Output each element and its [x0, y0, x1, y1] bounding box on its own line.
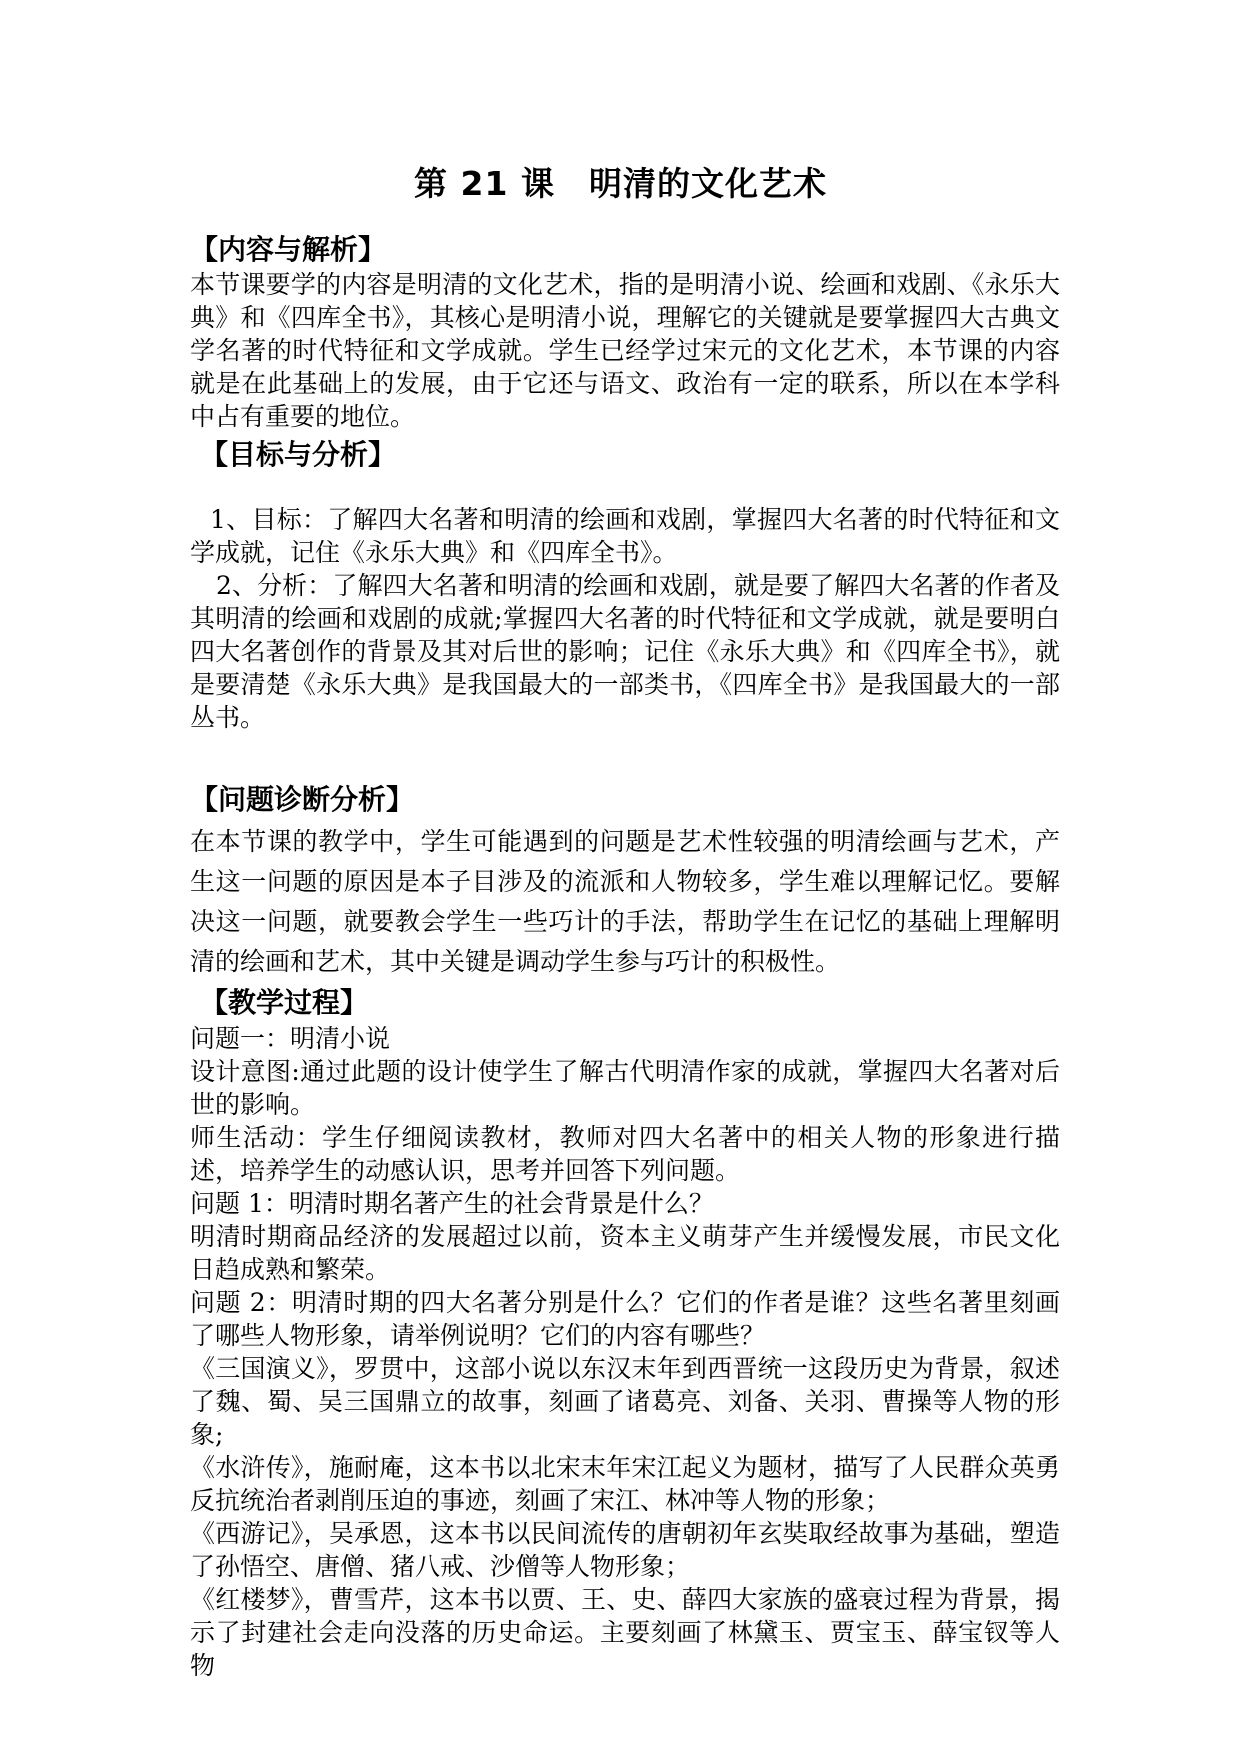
process-line: 问题 1：明清时期名著产生的社会背景是什么？ — [190, 1189, 714, 1218]
content-analysis-paragraph — [190, 268, 1060, 433]
analysis-paragraph: 2、分析：了解四大名著和明清的绘画和戏剧，就是要了解四大名著的作者及其明清的绘画和戏剧的成就;掌握四大名著的时代特征和文学成就，就是要明白四大名著创作的背景及其对后世的影响；记住《永乐大典》和《四库全书》，就是要清楚《永乐大典》是我国最大的一部类书，《四库全书》是我国最大的一部丛书。 — [190, 571, 1060, 732]
goals-analysis-block — [190, 503, 1060, 734]
section-heading-content: 【内容与解析】 — [190, 233, 387, 266]
teaching-process-block — [190, 1022, 1060, 1682]
process-line: 《西游记》，吴承恩，这本书以民间流传的唐朝初年玄奘取经故事为基础，塑造了孙悟空、唐僧、猪八戒、沙僧等人物形象； — [190, 1519, 1060, 1581]
page-title: 第 21 课 明清的文化艺术 — [414, 164, 827, 203]
process-line: 明清时期商品经济的发展超过以前，资本主义萌芽产生并缓慢发展，市民文化日趋成熟和繁荣。 — [190, 1222, 1060, 1284]
section-heading-goals: 【目标与分析】 — [200, 438, 397, 471]
process-line: 师生活动：学生仔细阅读教材，教师对四大名著中的相关人物的形象进行描述，培养学生的动感认识，思考并回答下列问题。 — [190, 1123, 1060, 1185]
section-heading-process: 【教学过程】 — [200, 986, 369, 1019]
diagnosis-paragraph — [190, 822, 1060, 982]
process-line: 问题 2：明清时期的四大名著分别是什么？它们的作者是谁？这些名著里刻画了哪些人物形象，请举例说明？它们的内容有哪些？ — [190, 1288, 1060, 1350]
process-line: 《水浒传》，施耐庵，这本书以北宋末年宋江起义为题材，描写了人民群众英勇反抗统治者剥削压迫的事迹，刻画了宋江、林冲等人物的形象； — [190, 1453, 1060, 1515]
section-heading-diagnosis: 【问题诊断分析】 — [190, 783, 415, 816]
process-line: 《红楼梦》，曹雪芹，这本书以贾、王、史、薛四大家族的盛衰过程为背景，揭示了封建社会走向没落的历史命运。主要刻画了林黛玉、贾宝玉、薛宝钗等人物 — [190, 1585, 1060, 1680]
goal-paragraph: 1、目标：了解四大名著和明清的绘画和戏剧，掌握四大名著的时代特征和文学成就，记住《永乐大典》和《四库全书》。 — [190, 505, 1060, 567]
diagnosis-text: 在本节课的教学中，学生可能遇到的问题是艺术性较强的明清绘画与艺术，产生这一问题的原因是本子目涉及的流派和人物较多，学生难以理解记忆。要解决这一问题，就要教会学生一些巧计的手法，帮助学生在记忆的基础上理解明清的绘画和艺术，其中关键是调动学生参与巧计的积极性。 — [190, 827, 1060, 976]
content-analysis-text: 本节课要学的内容是明清的文化艺术，指的是明清小说、绘画和戏剧、《永乐大典》和《四库全书》，其核心是明清小说，理解它的关键就是要掌握四大古典文学名著的时代特征和文学成就。学生已经学过宋元的文化艺术，本节课的内容就是在此基础上的发展，由于它还与语文、政治有一定的联系，所以在本学科中占有重要的地位。 — [190, 270, 1060, 431]
process-line: 《三国演义》，罗贯中，这部小说以东汉末年到西晋统一这段历史为背景，叙述了魏、蜀、吴三国鼎立的故事，刻画了诸葛亮、刘备、关羽、曹操等人物的形象; — [190, 1354, 1060, 1449]
process-line: 问题一：明清小说 — [190, 1024, 391, 1053]
process-line: 设计意图:通过此题的设计使学生了解古代明清作家的成就，掌握四大名著对后世的影响。 — [190, 1057, 1060, 1119]
